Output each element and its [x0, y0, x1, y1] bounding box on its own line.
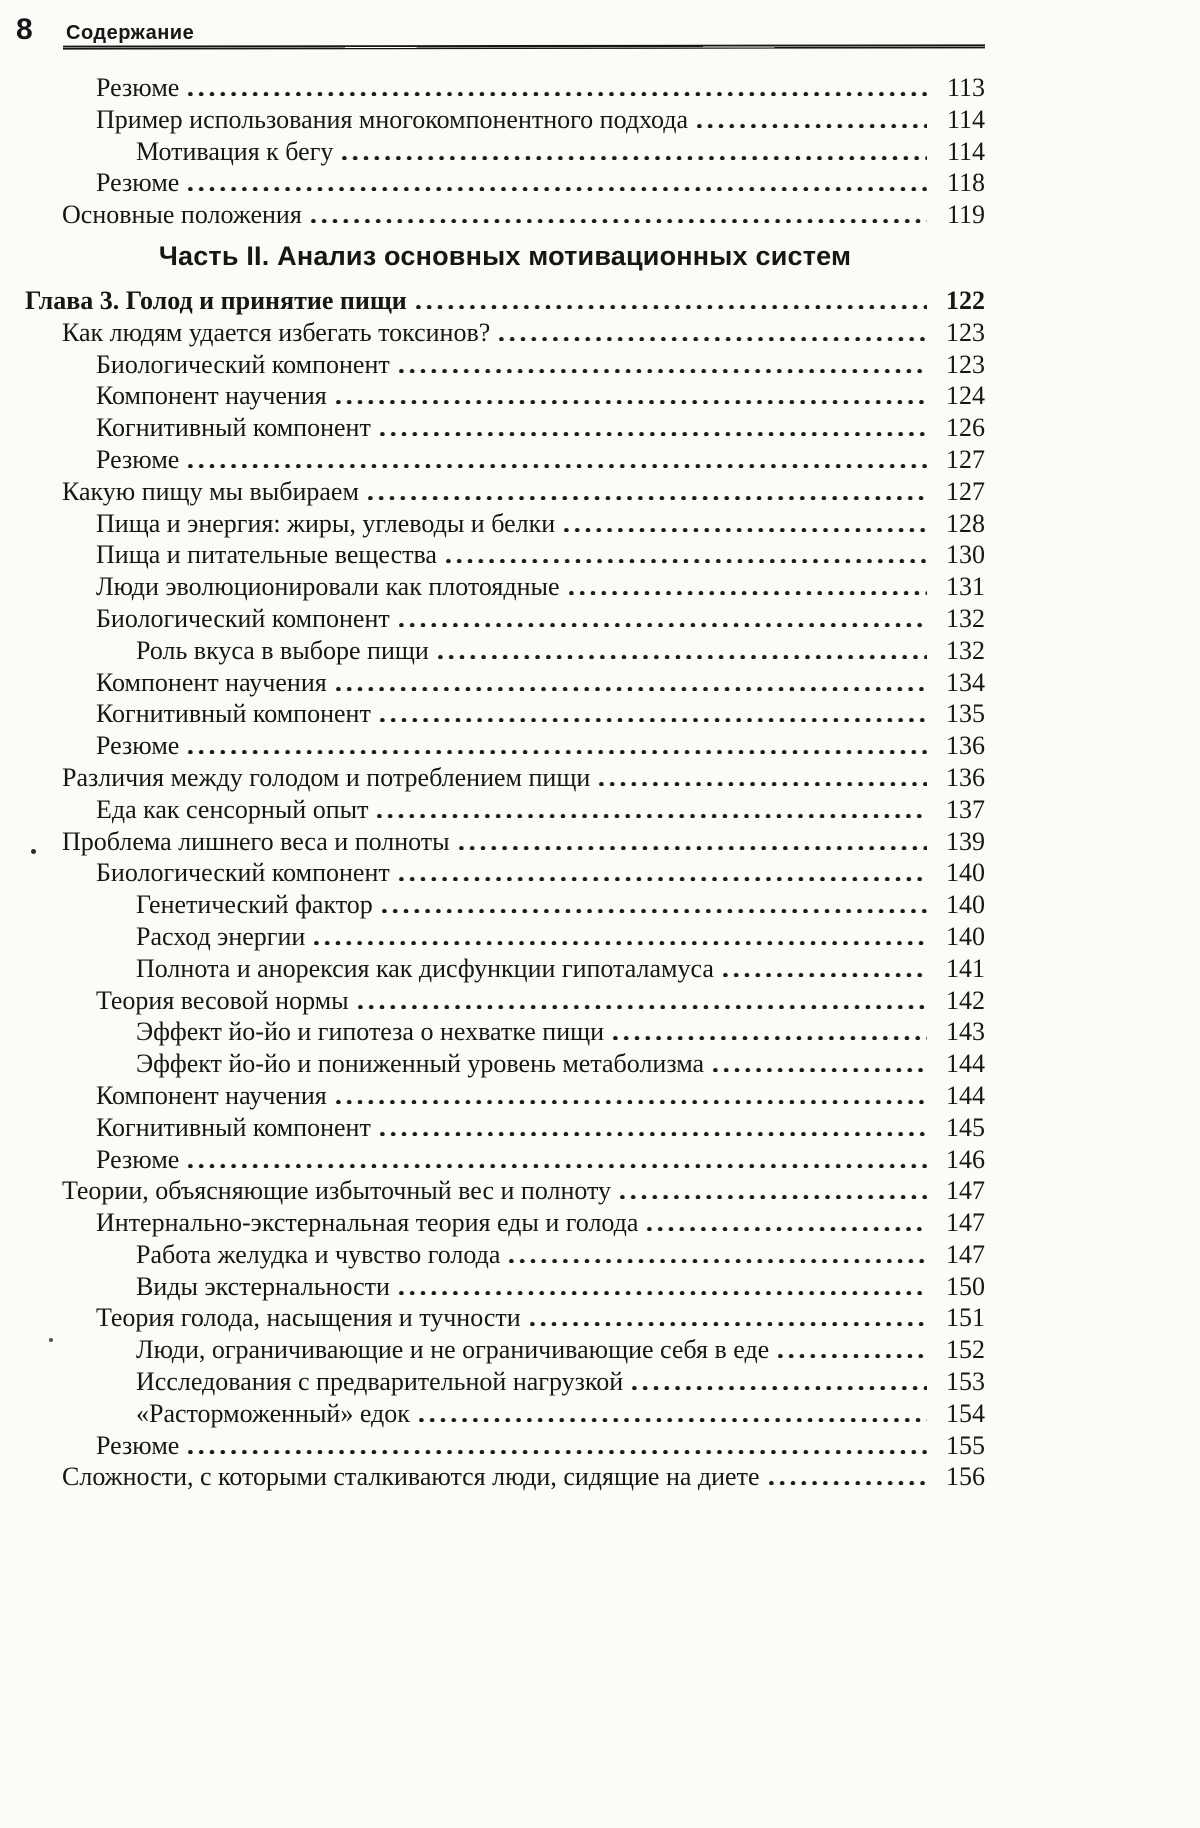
dot-leader [188, 185, 927, 191]
dot-leader [509, 1257, 927, 1263]
toc-entry [25, 1175, 985, 1207]
toc-entry-page: 153 [946, 1367, 985, 1397]
dot-leader [419, 1416, 927, 1422]
dot-leader [599, 780, 927, 786]
toc-entry-title: Резюме [96, 168, 180, 198]
dot-leader [564, 526, 927, 532]
dot-leader [188, 462, 927, 468]
dot-leader [713, 1066, 927, 1072]
header-rule [63, 44, 985, 49]
dot-leader [382, 907, 927, 913]
toc-entry-page: 126 [946, 413, 985, 443]
dot-leader [530, 1320, 927, 1326]
part-heading: Часть II. Анализ основных мотивационных систем [158, 240, 852, 271]
toc-entry [25, 603, 985, 635]
toc-entry-page: 143 [946, 1017, 985, 1047]
dot-leader [769, 1479, 928, 1485]
toc-entry [25, 444, 985, 476]
toc-entry-title: «Расторможенный» едок [136, 1398, 410, 1428]
toc-entry-title: Основные положения [62, 200, 302, 230]
toc-entry-page: 118 [946, 168, 985, 198]
toc-entry-page: 132 [946, 635, 985, 665]
dot-leader [632, 1384, 927, 1390]
toc-entry [25, 412, 985, 444]
dot-leader [399, 1289, 927, 1295]
toc-entry-title: Резюме [96, 1144, 180, 1174]
dot-leader [459, 844, 927, 850]
running-header: Содержание [66, 22, 195, 44]
dot-leader [399, 367, 927, 373]
dot-leader [399, 621, 927, 627]
toc-entry [25, 762, 985, 794]
toc-entry-page: 140 [946, 858, 985, 888]
toc-entry-page: 134 [946, 667, 985, 697]
dot-leader [314, 939, 927, 945]
toc-entry-title: Резюме [96, 444, 180, 474]
toc-entry [25, 1430, 985, 1462]
toc-entry-page: 140 [946, 890, 985, 920]
dot-leader [377, 812, 927, 818]
toc-entry-title: Различия между голодом и потреблением пищи [62, 762, 591, 792]
toc-entry-title: Резюме [96, 731, 180, 761]
toc-entry-page: 155 [946, 1430, 985, 1460]
toc-entry [25, 349, 985, 381]
toc-entry-title: Эффект йо-йо и пониженный уровень метаболизма [136, 1049, 705, 1079]
dot-leader [188, 1162, 927, 1168]
toc-entry-title: Резюме [96, 73, 180, 102]
dot-leader [188, 1448, 927, 1454]
toc-entry [25, 953, 985, 985]
toc-entry-page: 144 [946, 1080, 985, 1110]
toc-entry-page: 128 [946, 508, 985, 538]
toc-entry [25, 571, 985, 603]
toc-entry [25, 508, 985, 540]
scan-artifact-dot [31, 849, 36, 854]
toc-entry-title: Еда как сенсорный опыт [96, 794, 369, 824]
dot-leader [368, 494, 927, 500]
toc-entry [25, 1302, 985, 1334]
scan-artifact-dot [49, 1338, 53, 1342]
toc-entry-page: 114 [946, 136, 985, 166]
dot-leader [647, 1225, 927, 1231]
toc-entry-page: 144 [946, 1049, 985, 1079]
toc-entry-page: 130 [946, 540, 985, 570]
toc-entry-page: 122 [946, 285, 985, 315]
dot-leader [336, 398, 927, 404]
toc-entry-title: Мотивация к бегу [136, 136, 334, 166]
toc-entry [25, 857, 985, 889]
toc-entry-title: Люди эволюционировали как плотоядные [96, 572, 560, 602]
toc-entry [25, 667, 985, 699]
toc-entry [25, 794, 985, 826]
toc-entry-page: 124 [946, 381, 985, 411]
toc-entry [25, 1461, 985, 1493]
dot-leader [697, 122, 927, 128]
toc-entry-page: 156 [946, 1462, 985, 1492]
toc-entry-title: Пища и питательные вещества [96, 540, 437, 570]
toc-entry [25, 1271, 985, 1303]
toc-entry [25, 826, 985, 858]
toc-entry [25, 1366, 985, 1398]
toc-entry [25, 167, 985, 199]
toc-entry [25, 985, 985, 1017]
toc-entry-page: 147 [946, 1176, 985, 1206]
toc-entry-title: Роль вкуса в выборе пищи [136, 635, 429, 665]
toc-entry-page: 151 [946, 1303, 985, 1333]
dot-leader [438, 653, 927, 659]
toc-entry-title: Компонент научения [96, 667, 327, 697]
toc-entry [25, 317, 985, 349]
toc-entry [25, 1334, 985, 1366]
toc-entry [25, 1048, 985, 1080]
toc-entry [25, 476, 985, 508]
toc-entry-title: Пища и энергия: жиры, углеводы и белки [96, 508, 556, 538]
toc-entry-page: 139 [946, 826, 985, 856]
dot-leader [342, 154, 927, 160]
toc-entry-title: Когнитивный компонент [96, 699, 371, 729]
dot-leader [380, 1130, 927, 1136]
dot-leader [723, 971, 927, 977]
toc-entry-title: Расход энергии [136, 921, 306, 951]
dot-leader [569, 589, 927, 595]
toc-entry [25, 380, 985, 412]
toc-entry-title: Сложности, с которыми сталкиваются люди, сидящие на диете [62, 1462, 760, 1492]
toc-entry [25, 1398, 985, 1430]
dot-leader [380, 716, 927, 722]
toc-entry-page: 132 [946, 603, 985, 633]
dot-leader [336, 1098, 927, 1104]
toc-entry-page: 123 [946, 317, 985, 347]
toc-entry [25, 1144, 985, 1176]
toc-entry-page: 136 [946, 762, 985, 792]
dot-leader [188, 90, 927, 96]
toc-entry [25, 698, 985, 730]
dot-leader [399, 875, 927, 881]
toc-entry-page: 127 [946, 476, 985, 506]
toc-entry-title: Компонент научения [96, 1080, 327, 1110]
table-of-contents [25, 72, 985, 1493]
dot-leader [499, 335, 927, 341]
toc-entry-title: Как людям удается избегать токсинов? [62, 317, 491, 347]
toc-entry [25, 1112, 985, 1144]
toc-entry-title: Биологический компонент [96, 858, 390, 888]
toc-section-before-part [25, 72, 985, 231]
toc-entry-page: 142 [946, 985, 985, 1015]
dot-leader [380, 430, 927, 436]
dot-leader [358, 1003, 927, 1009]
dot-leader [446, 557, 927, 563]
toc-entry-page: 113 [946, 73, 985, 102]
dot-leader [336, 685, 927, 691]
toc-entry [25, 72, 985, 104]
toc-entry-page: 119 [946, 200, 985, 230]
toc-entry-title: Исследования с предварительной нагрузкой [136, 1367, 624, 1397]
toc-entry-title: Глава 3. Голод и принятие пищи [25, 285, 407, 315]
toc-entry [25, 1207, 985, 1239]
toc-section-after-part [25, 285, 985, 1493]
toc-entry-title: Работа желудка и чувство голода [136, 1239, 501, 1269]
toc-entry-page: 114 [946, 104, 985, 134]
toc-entry-page: 146 [946, 1144, 985, 1174]
toc-entry-page: 147 [946, 1239, 985, 1269]
toc-entry-page: 135 [946, 699, 985, 729]
toc-entry [25, 730, 985, 762]
toc-entry-title: Полнота и анорексия как дисфункции гипоталамуса [136, 953, 714, 983]
toc-entry-title: Биологический компонент [96, 349, 390, 379]
toc-entry [25, 1239, 985, 1271]
toc-entry-page: 145 [946, 1112, 985, 1142]
page-number: 8 [16, 13, 33, 46]
toc-entry-page: 123 [946, 349, 985, 379]
dot-leader [311, 217, 927, 223]
toc-entry-page: 127 [946, 444, 985, 474]
toc-entry-page: 150 [946, 1271, 985, 1301]
toc-entry-title: Люди, ограничивающие и не ограничивающие себя в еде [136, 1335, 770, 1365]
toc-entry [25, 889, 985, 921]
toc-entry-title: Проблема лишнего веса и полноты [62, 826, 450, 856]
toc-entry-title: Теория голода, насыщения и тучности [96, 1303, 521, 1333]
dot-leader [416, 303, 927, 309]
dot-leader [613, 1034, 927, 1040]
toc-entry-title: Пример использования многокомпонентного подхода [96, 104, 689, 134]
toc-entry-page: 140 [946, 921, 985, 951]
toc-entry [25, 635, 985, 667]
toc-entry-title: Интернально-экстернальная теория еды и голода [96, 1208, 639, 1238]
toc-entry-page: 136 [946, 731, 985, 761]
toc-entry-title: Какую пищу мы выбираем [62, 476, 359, 506]
toc-entry [25, 199, 985, 231]
toc-entry-title: Когнитивный компонент [96, 413, 371, 443]
toc-entry-page: 154 [946, 1398, 985, 1428]
toc-entry [25, 104, 985, 136]
toc-entry-title: Виды экстернальности [136, 1271, 390, 1301]
toc-entry-title: Теории, объясняющие избыточный вес и полноту [62, 1176, 612, 1206]
toc-entry-title: Резюме [96, 1430, 180, 1460]
toc-entry [25, 136, 985, 168]
toc-entry-page: 147 [946, 1208, 985, 1238]
toc-entry-title: Биологический компонент [96, 603, 390, 633]
toc-entry-title: Компонент научения [96, 381, 327, 411]
toc-entry-title: Когнитивный компонент [96, 1112, 371, 1142]
toc-entry [25, 285, 985, 317]
toc-entry [25, 921, 985, 953]
toc-entry-title: Теория весовой нормы [96, 985, 349, 1015]
dot-leader [778, 1352, 927, 1358]
toc-entry [25, 1080, 985, 1112]
toc-entry-page: 141 [946, 953, 985, 983]
toc-entry [25, 539, 985, 571]
toc-entry-page: 131 [946, 572, 985, 602]
toc-entry-title: Генетический фактор [136, 890, 373, 920]
toc-entry-title: Эффект йо-йо и гипотеза о нехватке пищи [136, 1017, 605, 1047]
toc-entry [25, 1016, 985, 1048]
dot-leader [188, 748, 927, 754]
toc-entry-page: 137 [946, 794, 985, 824]
toc-entry-page: 152 [946, 1335, 985, 1365]
dot-leader [620, 1193, 927, 1199]
